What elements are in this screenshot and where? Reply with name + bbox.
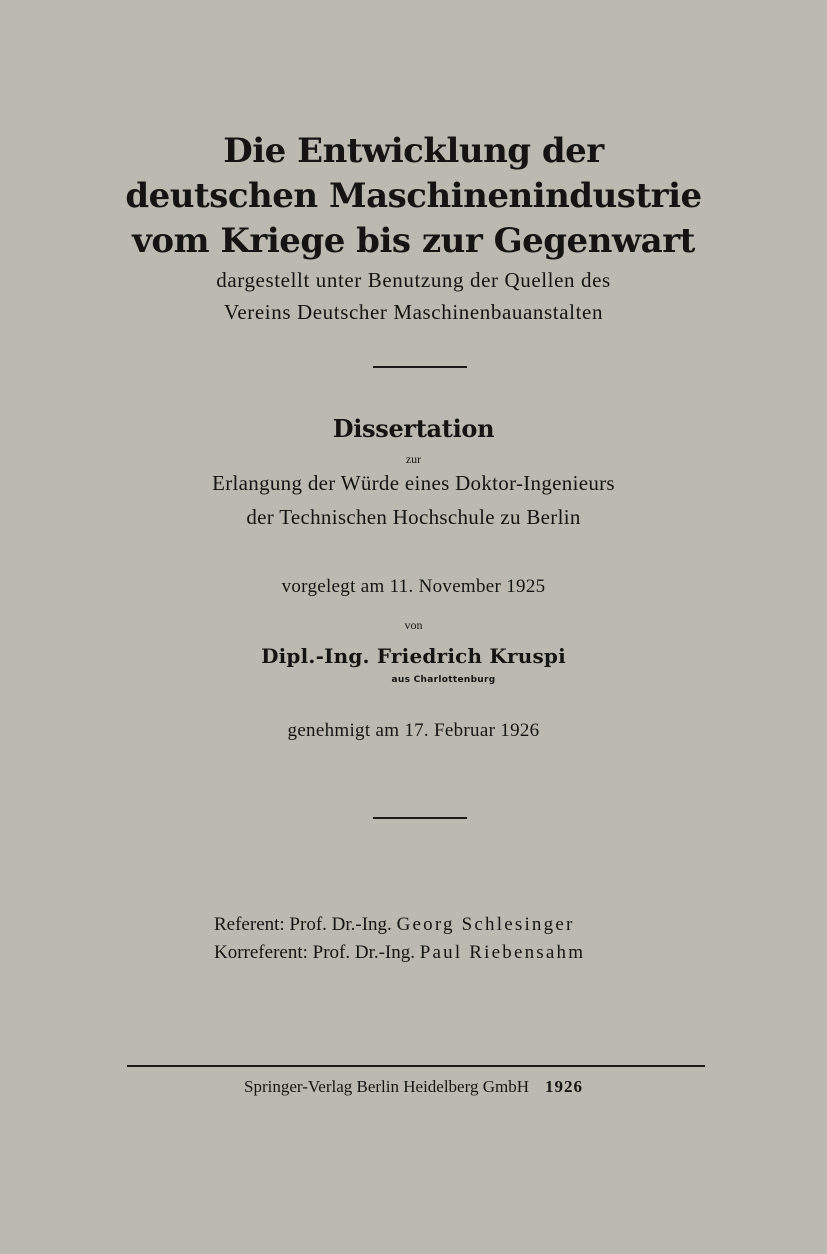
title-line-1: Die Entwicklung der: [223, 131, 604, 171]
title-line-3: vom Kriege bis zur Gegenwart: [132, 221, 695, 261]
subtitle-line-2: Vereins Deutscher Maschinenbauanstalten: [223, 300, 604, 324]
author-origin: aus Charlottenburg: [391, 675, 496, 685]
author-name: Dipl.-Ing. Friedrich Kruspi: [261, 644, 566, 668]
korreferent-name: Paul Riebensahm: [419, 942, 586, 963]
divider-bottom: [127, 1065, 705, 1067]
title-line-2: deutschen Maschinenindustrie: [125, 176, 702, 216]
referent-name: Georg Schlesinger: [396, 914, 575, 935]
korreferent-line: [214, 943, 585, 962]
divider-middle: [373, 817, 467, 819]
dissertation-zur: zur: [405, 452, 422, 466]
publisher-name: Springer-Verlag Berlin Heidelberg GmbH: [244, 1077, 529, 1096]
publisher-line: [0, 1078, 827, 1095]
purpose-line-1: Erlangung der Würde eines Doktor-Ingenieurs: [212, 471, 615, 495]
von-label: von: [404, 618, 423, 632]
subtitle-line-1: dargestellt unter Benutzung der Quellen des: [216, 268, 611, 292]
dissertation-heading: Dissertation: [332, 414, 495, 443]
publication-year: 1926: [544, 1077, 583, 1096]
purpose-line-2: der Technischen Hochschule zu Berlin: [246, 505, 581, 529]
divider-top: [373, 366, 467, 368]
submitted-date: vorgelegt am 11. November 1925: [281, 576, 546, 597]
approved-date: genehmigt am 17. Februar 1926: [287, 720, 540, 741]
referent-label: Referent: Prof. Dr.-Ing.: [214, 914, 392, 935]
referent-line: [214, 915, 575, 934]
korreferent-label: Korreferent: Prof. Dr.-Ing.: [214, 942, 416, 963]
